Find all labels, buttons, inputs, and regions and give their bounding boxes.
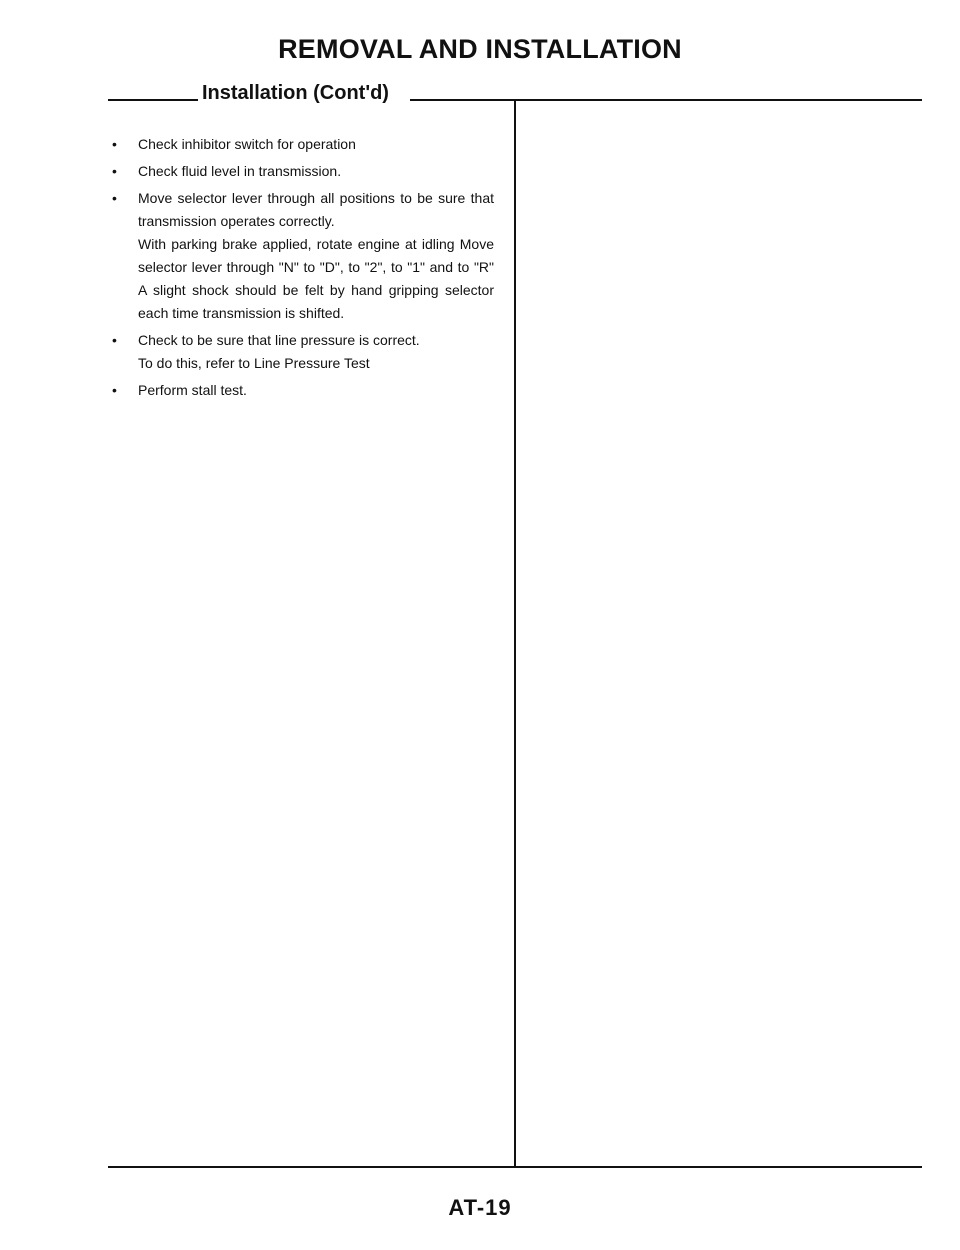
- bullet-icon: •: [112, 332, 117, 348]
- instruction-list: [110, 133, 494, 406]
- item-text: Check to be sure that line pressure is correct.: [138, 332, 420, 348]
- list-item: [110, 187, 494, 325]
- list-item: [110, 133, 494, 156]
- section-rule-left: [108, 99, 198, 101]
- page-number: AT-19: [448, 1195, 512, 1220]
- item-text: Perform stall test.: [138, 382, 247, 398]
- section-rule-right: [410, 99, 922, 101]
- item-text-continued: To do this, refer to Line Pressure Test: [138, 355, 370, 371]
- bullet-icon: •: [112, 136, 117, 152]
- list-item: [110, 160, 494, 183]
- item-text: Check inhibitor switch for operation: [138, 136, 356, 152]
- bullet-icon: •: [112, 382, 117, 398]
- bullet-icon: •: [112, 163, 117, 179]
- column-divider: [514, 100, 516, 1167]
- item-text-continued: With parking brake applied, rotate engine at idling Move selector lever through "N" to "D", to "2", to "1" and to "R" A slight shock should be felt by hand gripping selector each time transmission is shifted.: [138, 236, 494, 321]
- item-text: Check fluid level in transmission.: [138, 163, 342, 179]
- list-item: [110, 329, 494, 375]
- list-item: [110, 379, 494, 402]
- item-text: Move selector lever through all positions to be sure that transmission operates correctly.: [138, 190, 494, 229]
- page-title: REMOVAL AND INSTALLATION: [278, 34, 682, 64]
- section-heading: Installation (Cont'd): [202, 82, 389, 104]
- bottom-rule: [108, 1166, 922, 1168]
- bullet-icon: •: [112, 190, 117, 206]
